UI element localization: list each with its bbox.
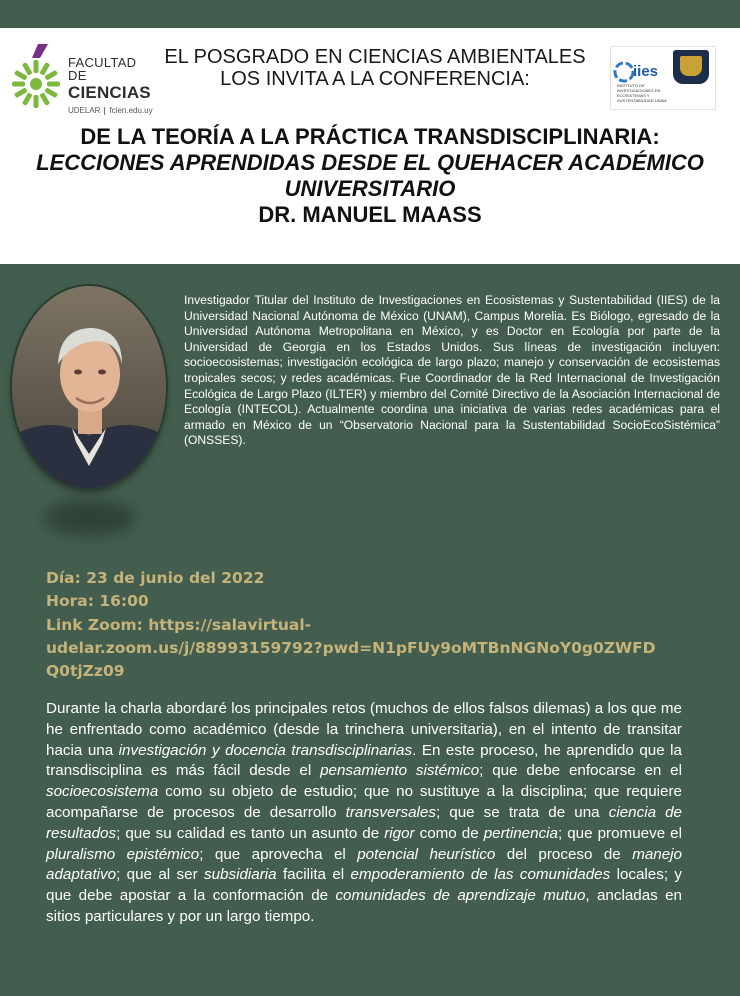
title-line-2: LECCIONES APRENDIDAS DESDE EL QUEHACER ACADÉMICO: [36, 150, 704, 175]
abstract-emphasis: socioecosistema: [46, 783, 159, 801]
abstract-emphasis: pluralismo epistémico: [46, 845, 200, 863]
abstract-emphasis: empoderamiento de las comunidades: [350, 866, 611, 884]
zoom-link-line-1[interactable]: Link Zoom: https://salavirtual-: [46, 615, 312, 634]
abstract-text: ; que al ser: [116, 866, 204, 884]
faculty-website: fcien.edu.uy: [109, 106, 153, 116]
abstract-text: . En este proceso, he aprendido que la transdisciplina es más fácil desde el: [46, 741, 683, 780]
talk-abstract: [46, 699, 682, 928]
title-line-1: DE LA TEORÍA A LA PRÁCTICA TRANSDISCIPLINARIA:: [80, 124, 660, 149]
abstract-emphasis: pensamiento sistémico: [320, 762, 480, 780]
faculty-line-1: FACULTAD DE: [68, 55, 137, 83]
abstract-text: ; que debe enfocarse en el: [479, 762, 682, 780]
facultad-ciencias-wordmark: [68, 56, 158, 115]
invitation-line-1: EL POSGRADO EN CIENCIAS AMBIENTALES: [164, 46, 586, 68]
invitation-line-2: LOS INVITA A LA CONFERENCIA:: [220, 68, 530, 90]
faculty-line-2: CIENCIAS: [68, 83, 151, 102]
abstract-emphasis: ciencia de resultados: [46, 803, 682, 842]
photo-shadow: [44, 500, 136, 536]
title-line-3: UNIVERSITARIO: [284, 176, 456, 201]
iies-logo-text: iies: [633, 63, 659, 80]
conference-title: [20, 124, 720, 228]
iies-logo-subtitle: INSTITUTO DE INVESTIGACIONES EN ECOSISTEMAS Y SUSTENTABILIDAD UNAM: [617, 83, 667, 103]
facultad-ciencias-emblem-icon: [8, 42, 64, 114]
abstract-text: del proceso de: [495, 845, 633, 863]
unam-shield-icon: [673, 50, 709, 84]
udelar-label: UDELAR: [68, 106, 101, 116]
abstract-emphasis: transversales: [345, 803, 436, 821]
iies-unam-logo: [610, 46, 716, 110]
iies-leaf-icon: [613, 61, 635, 83]
abstract-emphasis: subsidiaria: [203, 866, 277, 884]
abstract-emphasis: rigor: [384, 824, 415, 842]
header-panel: [0, 28, 740, 264]
event-details: [46, 567, 726, 683]
abstract-text: ; que su calidad es tanto un asunto de: [116, 824, 385, 842]
abstract-emphasis: investigación y docencia transdisciplinarias: [118, 741, 413, 759]
abstract-text: como su objeto de estudio; que no sustituye a la disciplina; que requiere acompañarse de procesos de desarrollo: [46, 783, 682, 821]
speaker-name: DR. MANUEL MAASS: [258, 202, 482, 227]
abstract-text: facilita el: [276, 866, 351, 884]
zoom-link-line-3[interactable]: Q0tjZz09: [46, 662, 125, 681]
faculty-line-3: [68, 107, 158, 115]
top-band: [0, 0, 740, 28]
abstract-text: Durante la charla abordaré los principales retos (muchos de ellos falsos dilemas) a los que me he enfrentado como académico (desde la trinchera universitaria), en el intento de transitar hacia una: [46, 700, 682, 759]
speaker-portrait-image: [12, 286, 166, 488]
abstract-text: ; que se trata de una: [435, 803, 609, 821]
event-time: Hora: 16:00: [46, 592, 149, 611]
abstract-emphasis: pertinencia: [483, 824, 558, 842]
abstract-text: , ancladas en sitios particulares y por un largo tiempo.: [46, 887, 682, 925]
abstract-text: ; que promueve el: [558, 824, 682, 842]
facultad-ciencias-logo: [8, 42, 158, 114]
abstract-emphasis: potencial heurístico: [357, 845, 496, 863]
abstract-text: como de: [414, 824, 484, 842]
speaker-photo: [12, 286, 166, 488]
abstract-emphasis: manejo adaptativo: [46, 845, 682, 884]
speaker-biography: Investigador Titular del Instituto de Investigaciones en Ecosistemas y Sustentabilidad (IIES) de la Universidad Nacional Autónoma de México (UNAM), Campus Morelia. Es Biólogo, egresado de la Universidad Autónoma Metropolitana en México, y es Doctor en Ecología por parte de la Universidad de Georgia en los Estados Unidos. Sus líneas de investigación incluyen: socioecosistemas; investigación ecológica de largo plazo; manejo y conservación de ecosistemas tropicales secos; y redes académicas. Fue Coordinador de la Red Internacional de Investigación Ecológica de Largo Plazo (ILTER) y miembro del Comité Directivo de la Asociación Internacional de Ecología (INTECOL). Actualmente coordina una iniciativa de varias redes académicas para el armado en México de un “Observatorio Nacional para la Sustentabilidad SocioEcoSistémica” (ONSSES).: [184, 293, 720, 448]
abstract-emphasis: comunidades de aprendizaje mutuo: [335, 887, 586, 905]
event-date: Día: 23 de junio del 2022: [46, 569, 265, 587]
invitation-text: [160, 46, 590, 90]
abstract-text: locales; y que debe apostar a la conformación de: [46, 866, 683, 905]
zoom-link-line-2[interactable]: udelar.zoom.us/j/88993159792?pwd=N1pFUy9oMTBnNGNoY0g0ZWFD: [46, 638, 656, 657]
abstract-text: ; que aprovecha el: [199, 845, 358, 863]
